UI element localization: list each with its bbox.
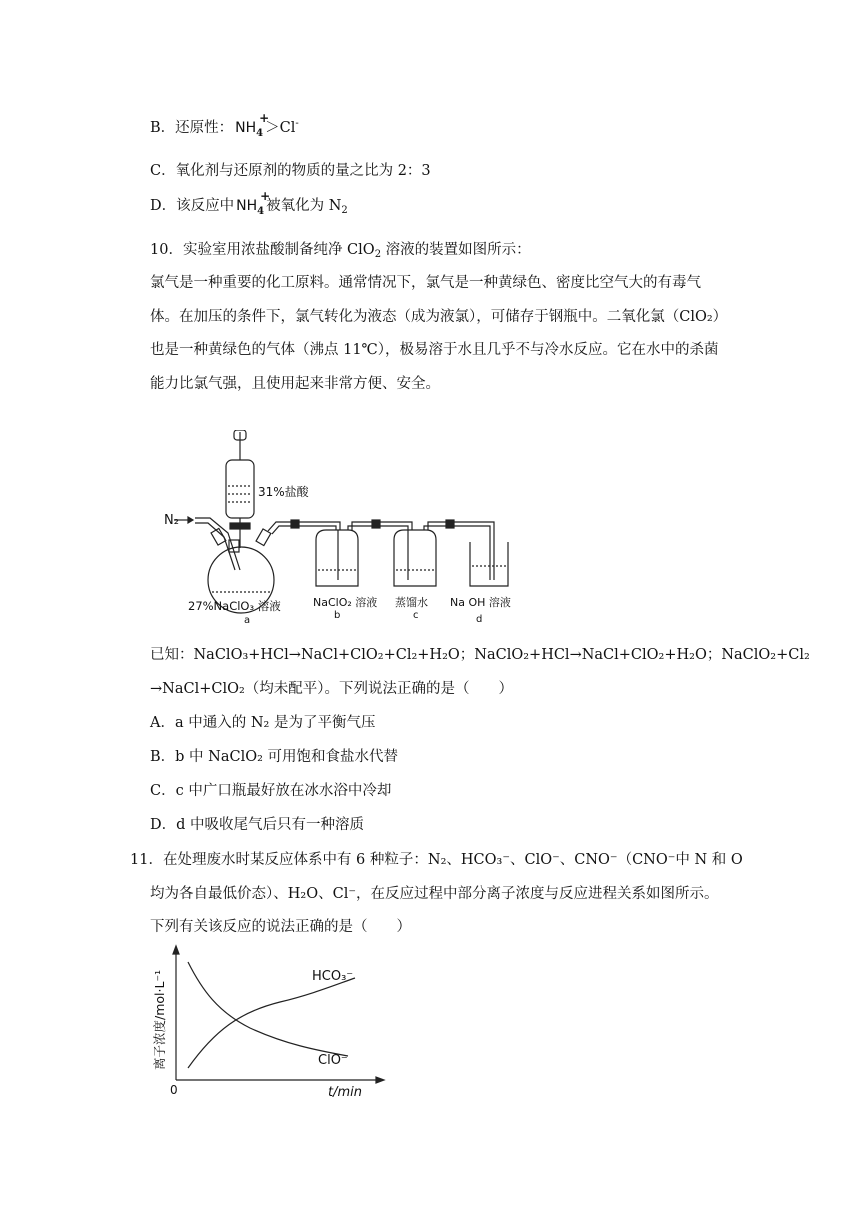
stem-text: 溶液的装置如图所示： [381,242,531,258]
bottle-c-label: 蒸馏水 [395,596,428,609]
q10-para-line: 能力比氯气强，且使用起来非常方便、安全。 [150,376,440,392]
flask-a-label: 27%NaClO₃ 溶液 [188,599,281,613]
q10-known-line: →NaCl+ClO₂（均未配平）。下列说法正确的是（ ） [150,681,514,697]
n2-label: N₂ [164,513,179,528]
sub-4: 4 [256,128,264,139]
flask-neck-right [256,529,271,546]
option-text: 被氧化为 N [266,198,342,214]
nh-text: NH [236,198,258,214]
n2-arrowhead [188,517,193,523]
bottle-b-label: NaClO₂ 溶液 [313,596,378,609]
charge-plus: + [259,111,270,125]
q10-para-line: 也是一种黄绿色的气体（沸点 11℃），极易溶于水且几乎不与冷水反应。它在水中的杀菌 [150,342,719,358]
sub-4: 4 [257,206,265,217]
option-9b [150,111,299,139]
concentration-chart [140,940,400,1100]
series-hco3-label: HCO₃⁻ [312,969,354,984]
q11-stem-line: 均为各自最低价态）、H₂O、Cl⁻，在反应过程中部分离子浓度与反应进程关系如图所示。 [150,886,719,902]
q10-stem [150,238,531,260]
origin-label: 0 [170,1083,178,1097]
letter-a: a [244,615,251,626]
q10-option-b: B．b 中 NaClO₂ 可用饱和食盐水代替 [150,749,399,765]
q10-para-line: 氯气是一种重要的化工原料。通常情况下，氯气是一种黄绿色、密度比空气大的有毒气 [150,275,701,291]
q10-option-d: D．d 中吸收尾气后只有一种溶质 [150,817,365,833]
stem-text: 10．实验室用浓盐酸制备纯净 ClO [150,242,375,258]
q11-stem-line: 下列有关该反应的说法正确的是（ ） [150,919,411,935]
flask-neck-left [211,528,226,545]
option-9d [150,189,348,217]
nh4-formula [236,189,271,217]
nh4-formula [235,111,270,139]
q10-option-a: A．a 中通入的 N₂ 是为了平衡气压 [150,715,376,731]
bottle-c [394,530,436,586]
series-clo-label: ClO⁻ [318,1053,348,1068]
subscript: 2 [374,249,382,260]
option-text: ＞Cl [265,120,296,136]
option-9c: C．氧化剂与还原剂的物质的量之比为 2：3 [150,163,431,179]
q10-para-line: 体。在加压的条件下，氯气转化为液态（成为液氯），可储存于钢瓶中。二氧化氯（ClO₂） [150,309,728,325]
q11-stem-line: 11．在处理废水时某反应体系中有 6 种粒子：N₂、HCO₃⁻、ClO⁻、CNO⁻（CNO⁻中 N 和 O [130,852,743,868]
bottle-b [316,530,358,586]
charge-plus: + [260,189,271,203]
letter-b: b [334,610,341,621]
q10-option-c: C．c 中广口瓶最好放在冰水浴中冷却 [150,783,392,799]
apparatus-figure [140,430,540,630]
subscript: 2 [341,205,348,216]
x-axis-label: t/min [328,1085,362,1100]
q10-known-line: 已知：NaClO₃+HCl→NaCl+ClO₂+Cl₂+H₂O；NaClO₂+HCl→NaCl+ClO₂+H₂O；NaClO₂+Cl₂ [150,647,810,663]
letter-d: d [476,614,483,625]
option-text: B．还原性： [150,120,234,136]
option-text: D．该反应中 [150,198,235,214]
y-axis-label: 离子浓度/mol·L⁻¹ [152,969,167,1070]
charge-minus: - [295,118,299,129]
acid-label: 31%盐酸 [258,485,309,499]
beaker-d-label: Na OH 溶液 [450,596,511,609]
letter-c: c [413,610,419,621]
beaker-d [470,542,508,586]
dropping-funnel [226,460,254,518]
nh-text: NH [235,120,257,136]
